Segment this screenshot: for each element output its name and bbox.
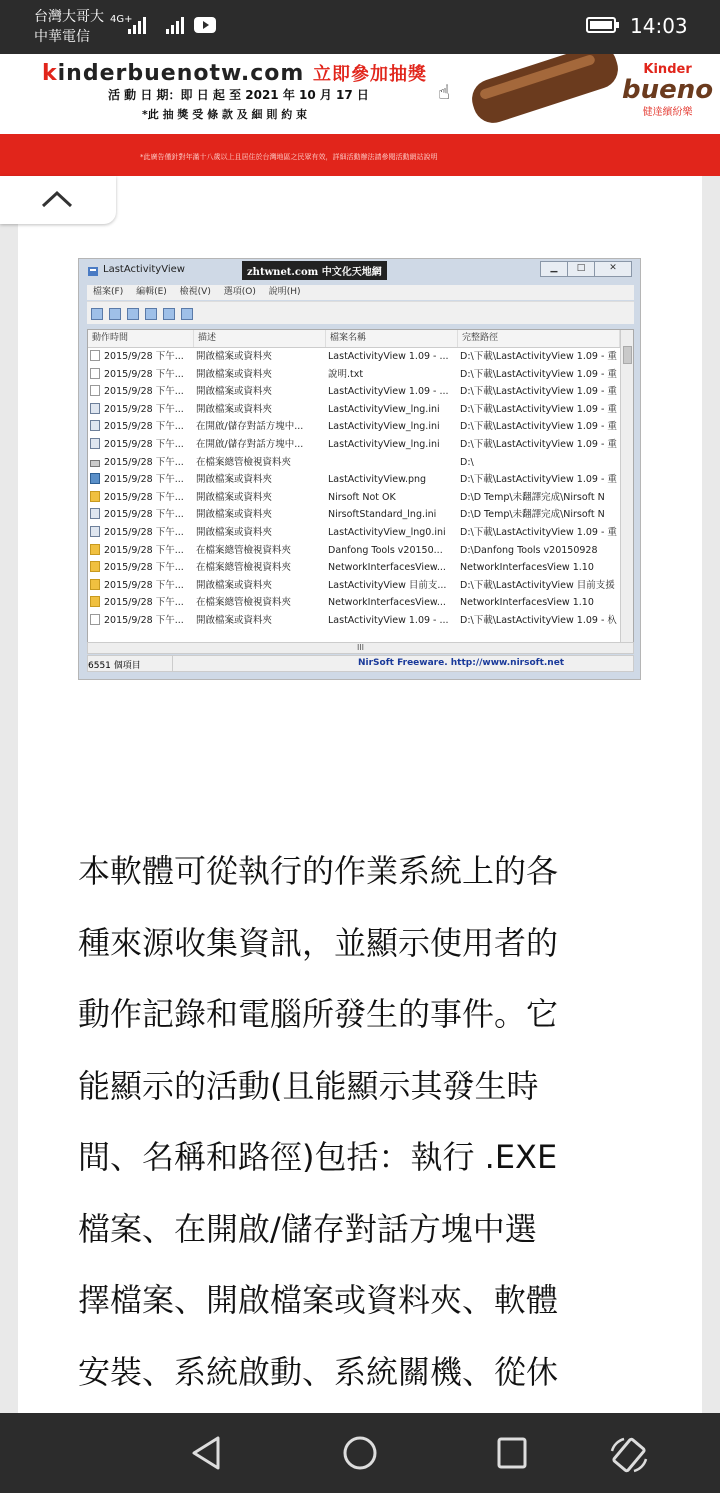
article-paragraph	[78, 836, 644, 1408]
refresh-icon	[109, 308, 121, 320]
file-icon	[90, 385, 100, 396]
ini-icon	[90, 420, 100, 431]
clock: 14:03	[630, 14, 688, 38]
cell-time: 2015/9/28 下午...	[88, 489, 194, 507]
cell-filename: LastActivityView_lng.ini	[328, 403, 440, 415]
file-icon	[90, 614, 100, 625]
menu-edit: 編輯(E)	[136, 287, 167, 297]
ad-cta[interactable]: 立即參加抽獎	[313, 64, 428, 85]
cell-time: 2015/9/28 下午...	[88, 471, 194, 489]
file-icon	[90, 368, 100, 379]
cell-fullpath: D:\	[460, 456, 474, 468]
recents-icon[interactable]	[496, 1435, 528, 1471]
carrier-2: 中華電信	[34, 29, 90, 45]
cell-time: 2015/9/28 下午...	[88, 542, 194, 560]
cell-time: 2015/9/28 下午...	[88, 594, 194, 612]
table-row	[88, 454, 633, 472]
cell-description: 開啟檔案或資料夾	[196, 614, 273, 626]
signal-icon	[128, 15, 150, 35]
ini-icon	[90, 526, 100, 537]
cell-fullpath: D:\下載\LastActivityView 1.09 - 重	[460, 526, 617, 538]
column-time: 動作時間	[88, 330, 194, 347]
cell-description: 開啟檔案或資料夾	[196, 579, 273, 591]
table-row	[88, 612, 633, 630]
table-row	[88, 542, 633, 560]
table-row	[88, 366, 633, 384]
maximize-icon: □	[567, 261, 595, 277]
cell-description: 在檔案總管檢視資料夾	[196, 597, 292, 609]
carrier-1: 台灣大哥大	[34, 9, 104, 25]
folder-icon	[90, 491, 100, 502]
cell-filename: LastActivityView 目前支...	[328, 579, 447, 591]
cell-filename: 說明.txt	[328, 368, 364, 380]
table-row	[88, 577, 633, 595]
find-icon	[163, 308, 175, 320]
article-line: 檔案、在開啟/儲存對話方塊中選	[78, 1209, 537, 1248]
navigation-bar	[0, 1413, 720, 1493]
home-icon[interactable]	[342, 1435, 378, 1471]
network-type: 4G+	[110, 14, 133, 25]
cell-description: 開啟檔案或資料夾	[196, 526, 273, 538]
copy-icon	[127, 308, 139, 320]
table-row	[88, 471, 633, 489]
cell-description: 開啟檔案或資料夾	[196, 368, 273, 380]
cell-time: 2015/9/28 下午...	[88, 577, 194, 595]
cell-fullpath: D:\下載\LastActivityView 目前支援	[460, 579, 615, 591]
folder-icon	[90, 561, 100, 572]
cell-description: 開啟檔案或資料夾	[196, 491, 273, 503]
cell-description: 在檔案總管檢視資料夾	[196, 544, 292, 556]
article-screenshot	[78, 258, 641, 680]
cell-description: 開啟檔案或資料夾	[196, 509, 273, 521]
table-row	[88, 506, 633, 524]
ini-icon	[90, 438, 100, 449]
cell-time: 2015/9/28 下午...	[88, 348, 194, 366]
table-row	[88, 418, 633, 436]
back-icon[interactable]	[190, 1435, 222, 1471]
collapse-ad-button[interactable]	[0, 176, 116, 224]
cell-filename: LastActivityView.png	[328, 474, 427, 486]
horizontal-scrollbar: III	[87, 642, 634, 654]
file-icon	[90, 350, 100, 361]
cell-description: 在檔案總管檢視資料夾	[196, 456, 292, 468]
item-count: 6551 個項目	[88, 661, 141, 671]
window-title: LastActivityView	[103, 264, 185, 275]
column-filename: 檔案名稱	[326, 330, 458, 347]
cell-filename: LastActivityView_lng0.ini	[328, 526, 446, 538]
table-header	[88, 330, 633, 348]
cell-description: 開啟檔案或資料夾	[196, 474, 273, 486]
ini-icon	[90, 508, 100, 519]
cell-time: 2015/9/28 下午...	[88, 418, 194, 436]
cell-filename: LastActivityView_lng.ini	[328, 421, 440, 433]
cell-fullpath: D:\下載\LastActivityView 1.09 - 重	[460, 421, 617, 433]
cell-filename: NetworkInterfacesView...	[328, 597, 446, 609]
column-description: 描述	[194, 330, 326, 347]
status-bar	[0, 0, 720, 54]
cell-fullpath: D:\下載\LastActivityView 1.09 - 重	[460, 474, 617, 486]
table-row	[88, 401, 633, 419]
cell-description: 開啟檔案或資料夾	[196, 386, 273, 398]
cell-filename: Danfong Tools v20150...	[328, 544, 443, 556]
rotate-screen-icon[interactable]	[608, 1435, 650, 1475]
cell-time: 2015/9/28 下午...	[88, 401, 194, 419]
table-row	[88, 348, 633, 366]
menu-view: 檢視(V)	[179, 287, 211, 297]
nirsoft-link: NirSoft Freeware. http://www.nirsoft.net	[358, 658, 565, 668]
table-row	[88, 524, 633, 542]
menu-options: 選項(O)	[223, 287, 256, 297]
folder-icon	[90, 596, 100, 607]
cell-description: 在檔案總管檢視資料夾	[196, 562, 292, 574]
ad-banner[interactable]	[0, 54, 720, 176]
cell-fullpath: D:\下載\LastActivityView 1.09 - 重	[460, 386, 617, 398]
drive-icon	[90, 460, 100, 467]
window-controls	[541, 261, 632, 277]
cell-filename: LastActivityView 1.09 - ...	[328, 386, 449, 398]
cell-fullpath: D:\D Temp\未翻譯完成\Nirsoft N	[460, 509, 605, 521]
properties-icon	[145, 308, 157, 320]
table-row	[88, 559, 633, 577]
cell-filename: LastActivityView 1.09 - ...	[328, 614, 449, 626]
cell-description: 在開啟/儲存對話方塊中...	[196, 421, 304, 433]
vertical-scrollbar	[620, 330, 633, 642]
menu-help: 說明(H)	[268, 287, 301, 297]
cell-filename: LastActivityView 1.09 - ...	[328, 351, 449, 362]
ad-terms-line: *此 抽 獎 受 條 款 及 細 則 約 束	[142, 108, 308, 121]
article-line: 擇檔案、開啟檔案或資料夾、軟體	[78, 1281, 559, 1319]
article-line: 動作記錄和電腦所發生的事件。它	[78, 995, 559, 1033]
column-fullpath: 完整路徑	[458, 330, 620, 347]
chevron-up-icon	[40, 188, 74, 212]
window-toolbar	[87, 301, 634, 324]
cell-time: 2015/9/28 下午...	[88, 559, 194, 577]
app-icon	[87, 265, 99, 277]
folder-icon	[90, 579, 100, 590]
cell-time: 2015/9/28 下午...	[88, 366, 194, 384]
cell-fullpath: D:\下載\LastActivityView 1.09 - 重	[460, 403, 617, 415]
table-body	[88, 348, 633, 630]
cell-fullpath: D:\下載\LastActivityView 1.09 - 重	[460, 351, 617, 362]
cell-time: 2015/9/28 下午...	[88, 506, 194, 524]
table-row	[88, 489, 633, 507]
save-icon	[91, 308, 103, 320]
youtube-icon	[194, 17, 216, 33]
battery-icon	[586, 17, 616, 33]
pointer-hand-icon: ☝	[438, 80, 451, 104]
table-row	[88, 436, 633, 454]
cell-time: 2015/9/28 下午...	[88, 383, 194, 401]
activity-table	[87, 329, 634, 643]
ini-icon	[90, 403, 100, 414]
article-line: 間、名稱和路徑)包括：執行 .EXE	[78, 1138, 558, 1176]
window-statusbar	[87, 655, 634, 672]
cell-filename: LastActivityView_lng.ini	[328, 438, 440, 450]
article-line: 安裝、系統啟動、系統關機、從休	[78, 1352, 559, 1391]
cell-fullpath: D:\下載\LastActivityView 1.09 - 重	[460, 368, 617, 380]
cell-fullpath: NetworkInterfacesView 1.10	[460, 562, 594, 574]
article-line: 種來源收集資訊，並顯示使用者的	[78, 923, 559, 962]
article-line: 能顯示的活動(且能顯示其發生時	[78, 1066, 539, 1105]
png-icon	[90, 473, 100, 484]
ad-fine-print: *此廣告僅針對年滿十八歲以上且居住於台灣地區之民眾有效，詳細活動辦法請參閱活動網站說明	[140, 153, 438, 161]
minimize-icon: ▁	[540, 261, 568, 277]
signal-2-icon	[166, 15, 188, 35]
cell-description: 在開啟/儲存對話方塊中...	[196, 438, 304, 450]
cell-filename: NirsoftStandard_lng.ini	[328, 509, 437, 521]
cell-fullpath: D:\D Temp\未翻譯完成\Nirsoft N	[460, 491, 605, 503]
cell-description: 開啟檔案或資料夾	[196, 351, 273, 362]
article-line: 本軟體可從執行的作業系統上的各	[78, 852, 559, 890]
folder-icon	[90, 544, 100, 555]
window-titlebar	[79, 259, 640, 283]
ad-url[interactable]: kinderbuenotw.com 立即參加抽獎	[42, 61, 428, 86]
ad-date-line: 活 動 日 期：即 日 起 至 2021 年 10 月 17 日	[108, 88, 369, 102]
window-menubar	[87, 285, 634, 300]
cell-time: 2015/9/28 下午...	[88, 524, 194, 542]
cell-fullpath: NetworkInterfacesView 1.10	[460, 597, 594, 609]
cell-fullpath: D:\下載\LastActivityView 1.09 - 重	[460, 438, 617, 450]
table-row	[88, 383, 633, 401]
close-icon: ✕	[594, 261, 632, 277]
table-row	[88, 594, 633, 612]
cell-fullpath: D:\Danfong Tools v20150928	[460, 544, 598, 556]
carrier-info	[34, 7, 104, 47]
watermark: zhtwnet.com 中文化天地網	[242, 261, 387, 280]
cell-time: 2015/9/28 下午...	[88, 436, 194, 454]
cell-filename: Nirsoft Not OK	[328, 491, 396, 503]
cell-description: 開啟檔案或資料夾	[196, 403, 273, 415]
cell-filename	[326, 454, 458, 472]
menu-file: 檔案(F)	[93, 287, 124, 297]
cell-time: 2015/9/28 下午...	[88, 612, 194, 630]
cell-fullpath: D:\下載\LastActivityView 1.09 - 杁	[460, 614, 617, 626]
cell-time: 2015/9/28 下午...	[88, 454, 194, 472]
kinder-bueno-logo: Kinder bueno 健達繽紛樂	[622, 62, 714, 118]
cell-filename: NetworkInterfacesView...	[328, 562, 446, 574]
exit-icon	[181, 308, 193, 320]
